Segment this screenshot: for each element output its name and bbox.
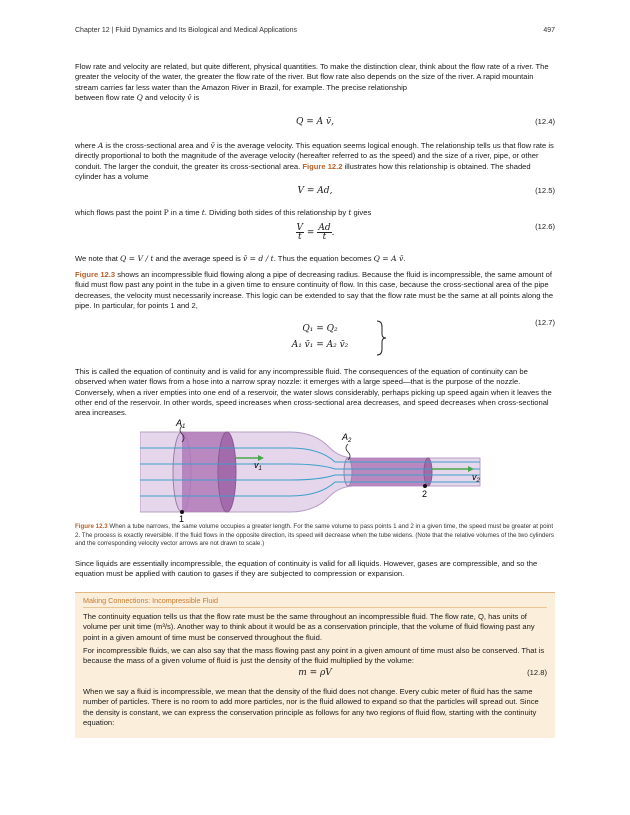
paragraph-figure-12-3: Figure 12.3 shows an incompressible fluid flowing along a pipe of decreasing radius. Because the fluid is incompressible, the same amount of fluid must flow past any point in the tube in a given time to ensure continuity of flow. In this case, because the cross-sectional area of the pipe decreases, the velocity must necessarily increase. This logic can be extended to say that the flow rate must be the same at all points along the pipe. In particular, for points 1 and 2,: [75, 270, 554, 310]
running-header: [75, 27, 555, 34]
brace-icon: [375, 320, 387, 356]
label-a1: $A_1$: [176, 418, 186, 430]
equation-12-7: Q₁ = Q₂ A₁ v̄₁ = A₂ v̄₂ (12.7): [75, 318, 555, 358]
label-a2: $A_2$: [342, 432, 352, 444]
figure-12-3-diagram: [140, 418, 500, 523]
equation-12-4: Q = A v̄, (12.4): [296, 117, 555, 127]
cylinder-1-right-end: [218, 432, 236, 512]
label-point-2: 2: [422, 489, 428, 499]
page-number: 497: [543, 27, 555, 34]
chapter-title: Chapter 12 | Fluid Dynamics and Its Biological and Medical Applications: [75, 27, 298, 34]
making-connections-box: [75, 592, 555, 738]
box-paragraph-3: When we say a fluid is incompressible, we mean that the density of the fluid does not change. Every cubic meter of fluid has the same number of particles. There is no room to add more particles, nor is the fluid allowed to expand so that the particles will spread out. Since the density is constant, we can express the conservation principle as follows for any two regions of fluid flow, starting with the continuity equation:: [83, 687, 539, 727]
equation-12-5: V = Ad, (12.5): [297, 186, 555, 196]
equation-12-6: $\frac{V}{t}$ = $\frac{Ad}{t}$ . (12.6): [296, 222, 555, 242]
label-v1: $v_1$: [254, 460, 262, 472]
label-v2: $v_2$: [472, 472, 480, 484]
box-paragraph-1: The continuity equation tells us that the flow rate must be the same throughout an incompressible fluid. The flow rate, Q, has units of volume per unit time (m³/s). Another way to think about it would be as a conservation principle, that the volume of fluid flowing past any point in a given amount of time must be conserved throughout the fluid.: [83, 612, 535, 642]
paragraph-liquids: Since liquids are essentially incompressible, the equation of continuity is valid for all liquids. However, gases are compressible, and so the equation must be applied with caution to gases if they are subjected to compression or expansion.: [75, 559, 538, 579]
point-2-marker: [423, 484, 427, 488]
equation-12-8: m = ρV (12.8): [298, 668, 547, 678]
figure-12-3-link[interactable]: Figure 12.3: [75, 270, 116, 279]
label-point-1: 1: [179, 514, 185, 523]
box-paragraph-2: For incompressible fluids, we can also say that the mass flowing past any point in a given amount of time must also be conserved. That is because the mass of a given volume of fluid is just the density of the fluid multiplied by the volume:: [83, 646, 545, 666]
figure-caption: Figure 12.3 When a tube narrows, the same volume occupies a greater length. For the same volume to pass points 1 and 2 in a given time, the speed must be greater at point 2. The process is exactly reversible. If the fluid flows in the opposite direction, its speed will decrease when the tube widens. (Note that the relative volumes of the two cylinders and the corresponding velocity vector arrows are not drawn to scale.): [75, 523, 554, 548]
box-title: Making Connections: Incompressible Fluid: [83, 596, 219, 605]
figure-12-2-link[interactable]: Figure 12.2: [302, 161, 343, 171]
paragraph-continuity: This is called the equation of continuity and is valid for any incompressible fluid. The consequences of the equation of continuity can be observed when water flows from a hose into a narrow spray nozzle: it emerges with a large speed—that is the purpose of the nozzle. Conversely, when a river empties into one end of a reservoir, the water slows considerably, perhaps picking up speed again when it leaves the other end of the reservoir. In other words, speed increases when cross-sectional area decreases, and speed decreases when cross-sectional area increases.: [75, 367, 552, 418]
box-divider: [83, 607, 547, 608]
paragraph-flow-rate-intro: Flow rate and velocity are related, but quite different, physical quantities. To make the distinction clear, think about the flow rate of a river. The greater the velocity of the water, the greater the flow rate of the river. But flow rate also depends on the size of the river. A rapid mountain stream carries far less water than the Amazon River in Brazil, for example. The precise relationship between flow rate Q and velocity v̄ is: [75, 62, 549, 102]
paragraph-definition: where A is the cross-sectional area and v̄ is the average velocity. This equation seems logical enough. The relationship tells us that flow rate is directly proportional to both the magnitude of the average velocity (hereafter referred to as the speed) and the size of a river, pipe, or other conduit. The larger the conduit, the greater its cross-sectional area. Figure 12.2 illustrates how this relationship is obtained. The shaded cylinder has a volume: [75, 141, 554, 181]
paragraph-note: We note that Q = V / t and the average speed is v̄ = d / t. Thus the equation becomes Q = A v̄.: [75, 254, 406, 263]
paragraph-volume-flow: which flows past the point P in a time t. Dividing both sides of this relationship by t gives: [75, 208, 372, 217]
